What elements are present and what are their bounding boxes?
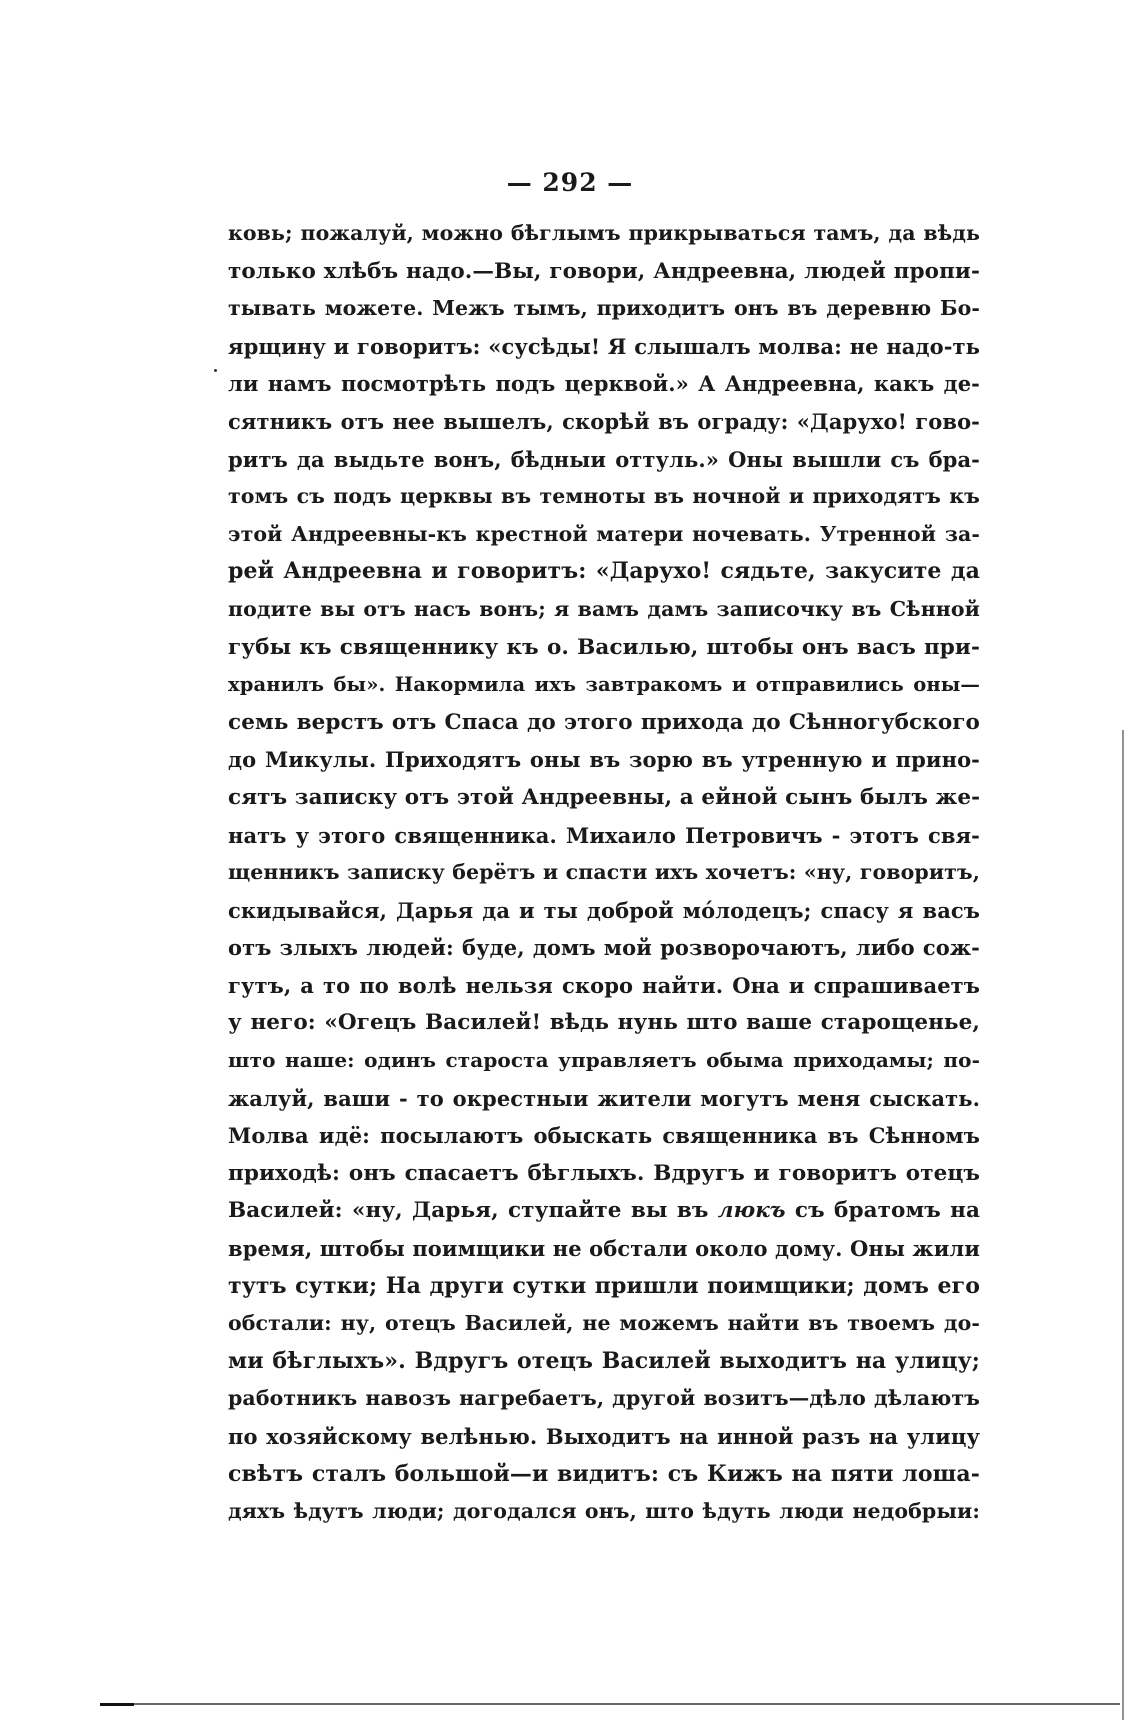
page-number: — 292 — [506, 168, 634, 197]
text-line: сятникъ отъ нее вышелъ, скорѣй въ ограду: «Дарухо! гово- [228, 408, 980, 434]
text-line: ярщину и говоритъ: «сусѣды! Я слышалъ молва: не надо-ть [228, 333, 980, 359]
text-line: до Микулы. Приходятъ оны въ зорю въ утренную и прино- [228, 747, 980, 773]
scan-bottom-rule [100, 1703, 1120, 1705]
text-line: Василей: «ну, Дарья, ступайте вы въ люкъ съ братомъ на [228, 1198, 980, 1224]
text-line: ми бѣглыхъ». Вдругъ отецъ Василей выходитъ на улицу; [228, 1347, 980, 1374]
text-line: гутъ, а то по волѣ нельзя скоро найти. Она и спрашиваетъ [228, 972, 980, 998]
text-line: дяхъ ѣдутъ люди; догодался онъ, што ѣдуть люди недобрыи: [228, 1499, 980, 1524]
text-line: подите вы отъ насъ вонъ; я вамъ дамъ записочку въ Сѣнной [228, 596, 980, 621]
scan-bottom-mark [100, 1703, 134, 1706]
text-line: што наше: одинъ староста управляетъ обыма приходамы; по- [228, 1048, 980, 1073]
text-line: тутъ сутки; На други сутки пришли поимщики; домъ его [228, 1272, 980, 1299]
text-line: работникъ навозъ нагребаетъ, другой возитъ—дѣло дѣлаютъ [228, 1386, 980, 1411]
text-line: тывать можете. Межъ тымъ, приходитъ онъ въ деревню Бо- [228, 296, 980, 321]
text-line: обстали: ну, отецъ Василей, не можемъ найти въ твоемъ до- [228, 1311, 980, 1336]
text-line: томъ съ подъ церквы въ темноты въ ночной и приходятъ къ [228, 484, 980, 509]
text-line: этой Андреевны-къ крестной матери ночевать. Утренной за- [228, 521, 980, 546]
text-line: жалуй, ваши - то окрестныи жители могутъ меня сыскать. [228, 1085, 980, 1111]
text-line: скидывайся, Дарья да и ты доброй мо́лодецъ; спасу я васъ [228, 897, 980, 923]
text-line: рей Андреевна и говоритъ: «Дарухо! сядьте, закусите да [228, 558, 980, 585]
text-line: губы къ священнику къ о. Василью, штобы онъ васъ при- [228, 634, 980, 660]
text-line: приходѣ: онъ спасаетъ бѣглыхъ. Вдругъ и говоритъ отецъ [228, 1160, 980, 1186]
text-line: время, штобы поимщики не обстали около дому. Оны жили [228, 1236, 980, 1262]
scan-edge-line [1122, 730, 1124, 1720]
text-line: свѣтъ сталъ большой—и видитъ: съ Кижъ на пяти лоша- [228, 1460, 980, 1487]
text-line: ковь; пожалуй, можно бѣглымъ прикрываться тамъ, да вѣдь [228, 221, 980, 245]
text-line: ритъ да выдьте вонъ, бѣдныи оттуль.» Оны вышли съ бра- [228, 446, 980, 472]
text-line: хранилъ бы». Накормила ихъ завтракомъ и отправились оны— [228, 673, 980, 697]
text-line: сятъ записку отъ этой Андреевны, а ейной сынъ былъ же- [228, 784, 981, 810]
text-line: ли намъ посмотрѣть подъ церквой.» А Андреевна, какъ де- [228, 371, 980, 397]
text-line: только хлѣбъ надо.—Вы, говори, Андреевна, людей пропи- [228, 258, 980, 284]
text-line: у него: «Огецъ Василей! вѣдь нунь што ваше старощенье, [228, 1010, 980, 1036]
margin-mark [214, 369, 217, 372]
text-line: по хозяйскому велѣнью. Выходитъ на инной разъ на улицу [228, 1424, 980, 1449]
text-line: Молва идё: посылаютъ обыскать священника въ Сѣнномъ [228, 1123, 980, 1149]
text-line: натъ у этого священника. Михаило Петровичъ - этотъ свя- [228, 822, 980, 848]
text-line: щенникъ записку берётъ и спасти ихъ хочетъ: «ну, говоритъ, [228, 860, 980, 885]
text-line: семь верстъ отъ Спаса до этого прихода до Сѣнногубского [228, 709, 980, 735]
body-text [228, 215, 980, 1531]
text-line: отъ злыхъ людей: буде, домъ мой розворочаютъ, либо сож- [228, 935, 980, 961]
